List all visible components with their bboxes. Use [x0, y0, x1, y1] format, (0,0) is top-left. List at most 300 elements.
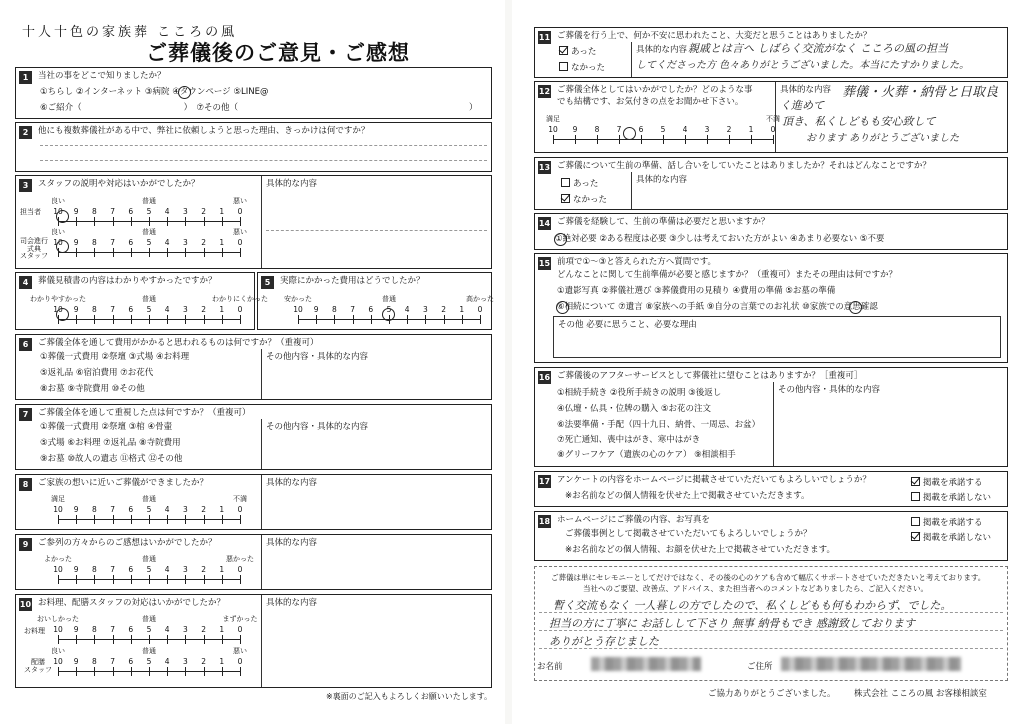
checkbox-checked[interactable]	[911, 477, 920, 486]
scale-number: 4	[164, 305, 170, 314]
scale-number: 2	[201, 657, 206, 666]
scale-tick[interactable]	[444, 315, 445, 324]
scale-tick[interactable]	[76, 515, 77, 524]
scale-end-label: 良い	[51, 647, 65, 655]
scale-tick[interactable]	[407, 315, 408, 324]
scale-tick[interactable]	[751, 135, 752, 144]
scale-number: 1	[459, 305, 465, 314]
detail-label: その他内容・具体的な内容	[266, 352, 369, 362]
question-12	[534, 81, 1008, 153]
scale-number: 2	[201, 207, 206, 216]
scale-number: 9	[73, 565, 79, 574]
scale-tick[interactable]	[149, 575, 150, 584]
scale-tick[interactable]	[480, 315, 481, 324]
scale-tick[interactable]	[185, 248, 186, 257]
detail-box[interactable]	[631, 42, 1007, 77]
scale-number: 10	[53, 625, 63, 634]
scale-tick[interactable]	[131, 635, 132, 644]
scale-tick[interactable]	[76, 315, 77, 324]
scale-tick[interactable]	[167, 248, 168, 257]
scale-tick[interactable]	[240, 248, 241, 257]
scale-tick[interactable]	[94, 635, 95, 644]
scale-number: 10	[53, 207, 63, 216]
scale-number: 10	[53, 565, 63, 574]
scale-number: 1	[219, 238, 225, 247]
detail-label: その他内容・具体的な内容	[266, 422, 369, 432]
scale-tick[interactable]	[149, 315, 150, 324]
scale-number: 6	[368, 305, 374, 314]
scale-tick[interactable]	[149, 635, 150, 644]
scale-tick[interactable]	[58, 667, 59, 676]
answer-line[interactable]	[40, 145, 487, 146]
scale-tick[interactable]	[94, 515, 95, 524]
scale-number: 5	[146, 625, 152, 634]
scale-tick[interactable]	[58, 575, 59, 584]
yes-option[interactable]: あった	[561, 178, 598, 190]
scale-number: 6	[638, 125, 644, 134]
scale-tick[interactable]	[113, 635, 114, 644]
detail-label: 具体的な内容	[636, 175, 688, 185]
options-row[interactable]: ①絶対必要 ②ある程度は必要 ③少しは考えておいた方がよい ④あまり必要ない ⑤不要	[555, 234, 885, 244]
q1-close-paren: ）	[469, 103, 478, 113]
question-number: 6	[19, 338, 32, 351]
scale-number: 2	[201, 625, 206, 634]
scale-number: 10	[293, 305, 303, 314]
question-text: ご参列の方々からのご感想はいかがでしたか？	[38, 538, 217, 548]
right-page	[512, 0, 1024, 724]
question-number: 11	[538, 33, 551, 42]
question-text: ご家族の想いに近いご葬儀ができましたか？	[38, 478, 209, 488]
scale-tick[interactable]	[76, 667, 77, 676]
question-14	[534, 213, 1008, 250]
scale-tick[interactable]	[185, 635, 186, 644]
scale-number: 9	[73, 505, 79, 514]
consent-no-option[interactable]: 掲載を承諾しない	[911, 492, 991, 504]
scale-tick[interactable]	[149, 667, 150, 676]
scale-tick[interactable]	[131, 515, 132, 524]
footer-note: ※裏面のご記入もよろしくお願いいたします。	[326, 692, 493, 701]
scale-number: 3	[183, 207, 188, 216]
scale-number: 3	[183, 657, 188, 666]
scale-number: 8	[92, 565, 97, 574]
scale-end-label: 普通	[142, 555, 156, 563]
handwritten-answer: 頂き、私くしどもも安心致して	[782, 115, 936, 128]
scale-tick[interactable]	[222, 515, 223, 524]
scale-number: 3	[183, 505, 188, 514]
scale-number: 2	[201, 238, 206, 247]
detail-label: 具体的な内容	[266, 478, 318, 488]
question-number: 4	[19, 276, 32, 289]
scale-number: 0	[237, 207, 243, 216]
privacy-note: ※お名前などの個人情報、お顔を伏せた上で掲載させていただきます。	[565, 545, 835, 555]
scale-tick[interactable]	[240, 667, 241, 676]
scale-tick[interactable]	[149, 248, 150, 257]
row-label: 配膳 スタッフ	[24, 658, 52, 674]
scale-tick[interactable]	[240, 315, 241, 324]
scale-tick[interactable]	[222, 635, 223, 644]
scale-tick[interactable]	[240, 217, 241, 226]
rating-scale-estimate[interactable]	[30, 295, 268, 329]
scale-tick[interactable]	[298, 315, 299, 324]
scale-tick[interactable]	[94, 575, 95, 584]
answer-line[interactable]	[40, 160, 487, 161]
options-row[interactable]: ⑤返礼品 ⑥宿泊費用 ⑦お花代	[40, 368, 154, 378]
rating-scale-serving[interactable]	[51, 647, 247, 681]
answer-circle	[56, 240, 69, 253]
comment-box[interactable]	[534, 566, 1008, 681]
scale-number: 1	[219, 207, 225, 216]
scale-tick[interactable]	[204, 667, 205, 676]
scale-end-label: 普通	[142, 295, 156, 303]
question-18	[534, 511, 1008, 561]
scale-number: 4	[404, 305, 410, 314]
detail-label: 具体的な内容	[780, 85, 832, 95]
scale-number: 8	[92, 625, 97, 634]
detail-box[interactable]	[261, 349, 491, 399]
detail-box[interactable]	[775, 82, 1007, 152]
question-text: スタッフの説明や対応はいかがでしたか？	[38, 179, 200, 189]
scale-end-label: 普通	[142, 615, 156, 623]
no-option[interactable]: なかった	[559, 62, 605, 74]
question-8	[15, 474, 492, 530]
scale-number: 9	[73, 207, 79, 216]
scale-number: 5	[660, 125, 666, 134]
row-label: 担当者	[20, 208, 41, 216]
scale-end-label: 良い	[51, 197, 65, 205]
scale-number: 9	[572, 125, 578, 134]
question-text: ご葬儀について生前の準備、話し合いをしていたことはありましたか？それはどんなことですか？	[557, 161, 931, 171]
row-label: お料理	[24, 627, 45, 635]
scale-tick[interactable]	[597, 135, 598, 144]
divider	[266, 230, 487, 231]
question-text: 実際にかかった費用はどうでしたか？	[280, 276, 425, 286]
question-7	[15, 404, 492, 470]
question-text-line2: どんなことに関して生前準備が必要と感じますか？（重複可）またその理由は何ですか？	[557, 270, 898, 280]
scale-number: 3	[183, 565, 188, 574]
options-row[interactable]: ④仏壇・仏具・位牌の購入 ⑤お花の注文	[557, 404, 711, 414]
rating-scale-food[interactable]	[37, 615, 258, 649]
scale-tick[interactable]	[222, 217, 223, 226]
scale-tick[interactable]	[113, 248, 114, 257]
scale-tick[interactable]	[685, 135, 686, 144]
scale-number: 3	[183, 625, 188, 634]
scale-tick[interactable]	[149, 217, 150, 226]
scale-number: 1	[219, 305, 225, 314]
scale-tick[interactable]	[204, 248, 205, 257]
scale-number: 9	[73, 657, 79, 666]
options-row[interactable]: ⑧グリーフケア（遺族の心のケア） ⑨相談相手	[557, 450, 736, 460]
scale-tick[interactable]	[76, 248, 77, 257]
question-9	[15, 534, 492, 590]
scale-number: 8	[332, 305, 337, 314]
detail-box[interactable]	[261, 176, 491, 268]
scale-end-label: 悪い	[233, 197, 247, 205]
scale-tick[interactable]	[167, 315, 168, 324]
scale-tick[interactable]	[131, 248, 132, 257]
checkbox[interactable]	[911, 517, 920, 526]
scale-tick[interactable]	[185, 515, 186, 524]
scale-tick[interactable]	[204, 515, 205, 524]
scale-number: 8	[92, 657, 97, 666]
detail-label: 具体的な内容	[266, 538, 318, 548]
scale-end-label: 不満	[233, 495, 247, 503]
scale-tick[interactable]	[76, 217, 77, 226]
scale-number: 5	[386, 305, 392, 314]
scale-number: 6	[128, 238, 134, 247]
scale-tick[interactable]	[113, 315, 114, 324]
scale-number: 3	[183, 305, 188, 314]
scale-end-label: わかりやすかった	[30, 295, 86, 303]
scale-number: 1	[219, 565, 225, 574]
scale-number: 6	[128, 505, 134, 514]
consent-yes-option[interactable]: 掲載を承諾する	[911, 517, 983, 529]
scale-number: 10	[53, 305, 63, 314]
scale-number: 9	[73, 305, 79, 314]
scale-end-label: よかった	[44, 555, 72, 563]
scale-tick[interactable]	[113, 575, 114, 584]
checkbox[interactable]	[559, 62, 568, 71]
scale-end-label: わかりにくかった	[212, 295, 268, 303]
scale-number: 6	[128, 207, 134, 216]
detail-box[interactable]	[261, 595, 491, 687]
scale-tick[interactable]	[113, 217, 114, 226]
scale-number: 7	[110, 505, 115, 514]
options-row[interactable]: ⑥相続について ⑦遺言 ⑧家族への手紙 ⑨自分の言葉でのお礼状 ⑩家族での意思確認	[557, 302, 878, 312]
scale-tick[interactable]	[185, 575, 186, 584]
scale-end-label: 普通	[142, 197, 156, 205]
scale-tick[interactable]	[131, 315, 132, 324]
scale-number: 3	[704, 125, 710, 134]
rating-scale-satisfaction[interactable]	[51, 495, 247, 529]
checkbox[interactable]	[911, 492, 920, 501]
scale-tick[interactable]	[167, 575, 168, 584]
scale-tick[interactable]	[204, 575, 205, 584]
scale-tick[interactable]	[76, 575, 77, 584]
scale-tick[interactable]	[94, 667, 95, 676]
scale-tick[interactable]	[167, 635, 168, 644]
scale-number: 1	[748, 125, 754, 134]
question-number: 10	[19, 600, 32, 609]
scale-tick[interactable]	[641, 135, 642, 144]
no-option[interactable]: なかった	[561, 194, 607, 206]
scale-tick[interactable]	[94, 315, 95, 324]
detail-label: その他 必要に思うこと、必要な理由	[558, 320, 697, 330]
question-4	[15, 272, 268, 330]
options-row[interactable]: ⑦死亡通知、喪中はがき、寒中はがき	[557, 435, 701, 445]
scale-number: 9	[73, 238, 79, 247]
detail-label: 具体的な内容	[266, 179, 318, 189]
handwritten-answer: 親戚とは言へ しばらく交流がなく こころの風の担当	[688, 42, 948, 55]
scale-tick[interactable]	[240, 635, 241, 644]
scale-number: 0	[237, 238, 243, 247]
scale-number: 8	[92, 238, 97, 247]
scale-tick[interactable]	[222, 575, 223, 584]
scale-tick[interactable]	[94, 217, 95, 226]
scale-tick[interactable]	[113, 667, 114, 676]
scale-tick[interactable]	[185, 315, 186, 324]
checkbox[interactable]	[561, 178, 570, 187]
consent-no-option[interactable]: 掲載を承諾しない	[911, 532, 991, 544]
company-name: 株式会社 こころの風 お客様相談室	[854, 689, 987, 699]
scale-tick[interactable]	[663, 135, 664, 144]
rating-scale-overall[interactable]	[546, 115, 780, 149]
page-title: ご葬儀後のご意見・ご感想	[146, 41, 410, 65]
question-6	[15, 334, 492, 400]
detail-box[interactable]	[261, 535, 491, 589]
scale-tick[interactable]	[425, 315, 426, 324]
scale-tick[interactable]	[729, 135, 730, 144]
scale-end-label: 悪かった	[226, 555, 254, 563]
rating-scale-attendees[interactable]	[44, 555, 254, 589]
scale-tick[interactable]	[353, 315, 354, 324]
scale-tick[interactable]	[185, 667, 186, 676]
reason-box[interactable]	[553, 316, 1001, 358]
question-number: 3	[19, 179, 32, 192]
rating-scale-ceremony[interactable]	[51, 228, 247, 262]
scale-number: 9	[73, 625, 79, 634]
checkbox-checked[interactable]	[561, 194, 570, 203]
question-text-line2: でも結構です、お気付きの点をお聞かせ下さい。	[557, 97, 744, 107]
scale-tick[interactable]	[204, 315, 205, 324]
scale-tick[interactable]	[334, 315, 335, 324]
scale-tick[interactable]	[185, 217, 186, 226]
options-row[interactable]: ①葬儀一式費用 ②祭壇 ③式場 ④お料理	[40, 352, 190, 362]
scale-number: 6	[128, 565, 134, 574]
detail-box[interactable]	[261, 419, 491, 469]
question-number: 16	[538, 373, 551, 382]
scale-tick[interactable]	[240, 515, 241, 524]
q1-options-row1[interactable]: ①ちらし ②インターネット ③病院 ④タウンページ ⑤LINE@	[40, 87, 269, 97]
scale-number: 5	[146, 305, 152, 314]
question-number: 8	[19, 478, 32, 491]
redacted-address	[781, 657, 961, 671]
question-number: 1	[19, 71, 32, 84]
question-number: 2	[19, 126, 32, 139]
scale-tick[interactable]	[371, 315, 372, 324]
scale-number: 4	[164, 505, 170, 514]
scale-tick[interactable]	[316, 315, 317, 324]
scale-tick[interactable]	[619, 135, 620, 144]
scale-tick[interactable]	[222, 667, 223, 676]
options-row[interactable]: ⑨お墓 ⑩故人の遺志 ⑪格式 ⑫その他	[40, 454, 183, 464]
scale-end-label: 不満	[766, 115, 780, 123]
scale-tick[interactable]	[131, 667, 132, 676]
scale-tick[interactable]	[773, 135, 774, 144]
question-number: 14	[538, 219, 551, 228]
scale-number: 1	[219, 657, 225, 666]
question-number: 13	[538, 163, 551, 172]
checkbox-checked[interactable]	[559, 46, 568, 55]
answer-circle	[556, 301, 569, 314]
question-1	[15, 67, 492, 119]
scale-number: 7	[350, 305, 355, 314]
question-text: 葬儀見積書の内容はわかりやすかったですか？	[38, 276, 217, 286]
yes-option[interactable]: あった	[559, 46, 596, 58]
scale-tick[interactable]	[222, 315, 223, 324]
scale-number: 2	[726, 125, 732, 134]
scale-tick[interactable]	[131, 217, 132, 226]
scale-number: 7	[110, 565, 115, 574]
question-text: 前項で①～③と答えられた方へ質問です。	[557, 257, 717, 267]
thanks-message: ご協力ありがとうございました。	[708, 689, 836, 699]
scale-tick[interactable]	[240, 575, 241, 584]
answer-circle	[56, 308, 69, 321]
scale-tick[interactable]	[575, 135, 576, 144]
scale-tick[interactable]	[204, 635, 205, 644]
scale-number: 1	[219, 625, 225, 634]
question-text: ホームページにご葬儀の内容、お写真を	[557, 515, 710, 525]
detail-label: 具体的な内容	[636, 45, 688, 55]
question-10	[15, 594, 492, 688]
scale-number: 2	[441, 305, 446, 314]
detail-box[interactable]	[631, 172, 1007, 209]
scale-tick[interactable]	[58, 515, 59, 524]
options-row[interactable]: ⑧お墓 ⑨寺院費用 ⑩その他	[40, 384, 145, 394]
scale-number: 0	[237, 305, 243, 314]
scale-tick[interactable]	[94, 248, 95, 257]
detail-box[interactable]	[773, 382, 1007, 466]
consent-yes-option[interactable]: 掲載を承諾する	[911, 477, 983, 489]
question-number: 18	[538, 517, 551, 526]
brand-name: 十人十色の家族葬 こころの風	[22, 25, 238, 40]
scale-tick[interactable]	[131, 575, 132, 584]
options-row[interactable]: ①遺影写真 ②葬儀社選び ③葬儀費用の見積り ④費用の準備 ⑤お墓の準備	[557, 286, 836, 296]
q1-options-row2[interactable]: ⑥ご紹介（ ） ⑦その他（	[40, 103, 238, 113]
scale-end-label: 満足	[51, 495, 65, 503]
options-row[interactable]: ⑤式場 ⑥お料理 ⑦返礼品 ⑧寺院費用	[40, 438, 181, 448]
scale-tick[interactable]	[462, 315, 463, 324]
question-text: ご葬儀を経験して、生前の準備は必要だと思いますか？	[557, 217, 770, 227]
scale-number: 5	[146, 505, 152, 514]
question-number: 17	[538, 477, 551, 486]
left-page	[0, 0, 505, 724]
scale-tick[interactable]	[707, 135, 708, 144]
scale-tick[interactable]	[222, 248, 223, 257]
scale-number: 0	[237, 625, 243, 634]
scale-tick[interactable]	[167, 667, 168, 676]
scale-number: 0	[770, 125, 776, 134]
scale-tick[interactable]	[58, 635, 59, 644]
scale-tick[interactable]	[149, 515, 150, 524]
scale-tick[interactable]	[76, 635, 77, 644]
scale-number: 6	[128, 657, 134, 666]
options-row[interactable]: ①葬儀一式費用 ②祭壇 ③棺 ④骨壷	[40, 422, 173, 432]
question-text: お料理、配膳スタッフの対応はいかがでしたか？	[38, 598, 226, 608]
scale-end-label: 普通	[382, 295, 396, 303]
scale-number: 7	[110, 657, 115, 666]
options-row[interactable]: ⑥法要準備・手配（四十九日、納骨、一周忌、お盆）	[557, 420, 761, 430]
scale-number: 10	[548, 125, 558, 134]
scale-tick[interactable]	[113, 515, 114, 524]
scale-tick[interactable]	[553, 135, 554, 144]
scale-number: 7	[110, 238, 115, 247]
scale-number: 4	[164, 238, 170, 247]
detail-box[interactable]	[261, 475, 491, 529]
scale-tick[interactable]	[204, 217, 205, 226]
checkbox-checked[interactable]	[911, 532, 920, 541]
scale-number: 0	[237, 565, 243, 574]
scale-tick[interactable]	[167, 217, 168, 226]
scale-number: 3	[183, 238, 188, 247]
options-row[interactable]: ①相続手続き ②役所手続きの説明 ③後返し	[557, 388, 722, 398]
answer-circle	[623, 127, 636, 140]
scale-end-label: 普通	[142, 647, 156, 655]
scale-tick[interactable]	[167, 515, 168, 524]
scale-number: 2	[201, 565, 206, 574]
scale-number: 8	[92, 207, 97, 216]
scale-end-label: 普通	[142, 228, 156, 236]
answer-circle	[56, 210, 69, 223]
